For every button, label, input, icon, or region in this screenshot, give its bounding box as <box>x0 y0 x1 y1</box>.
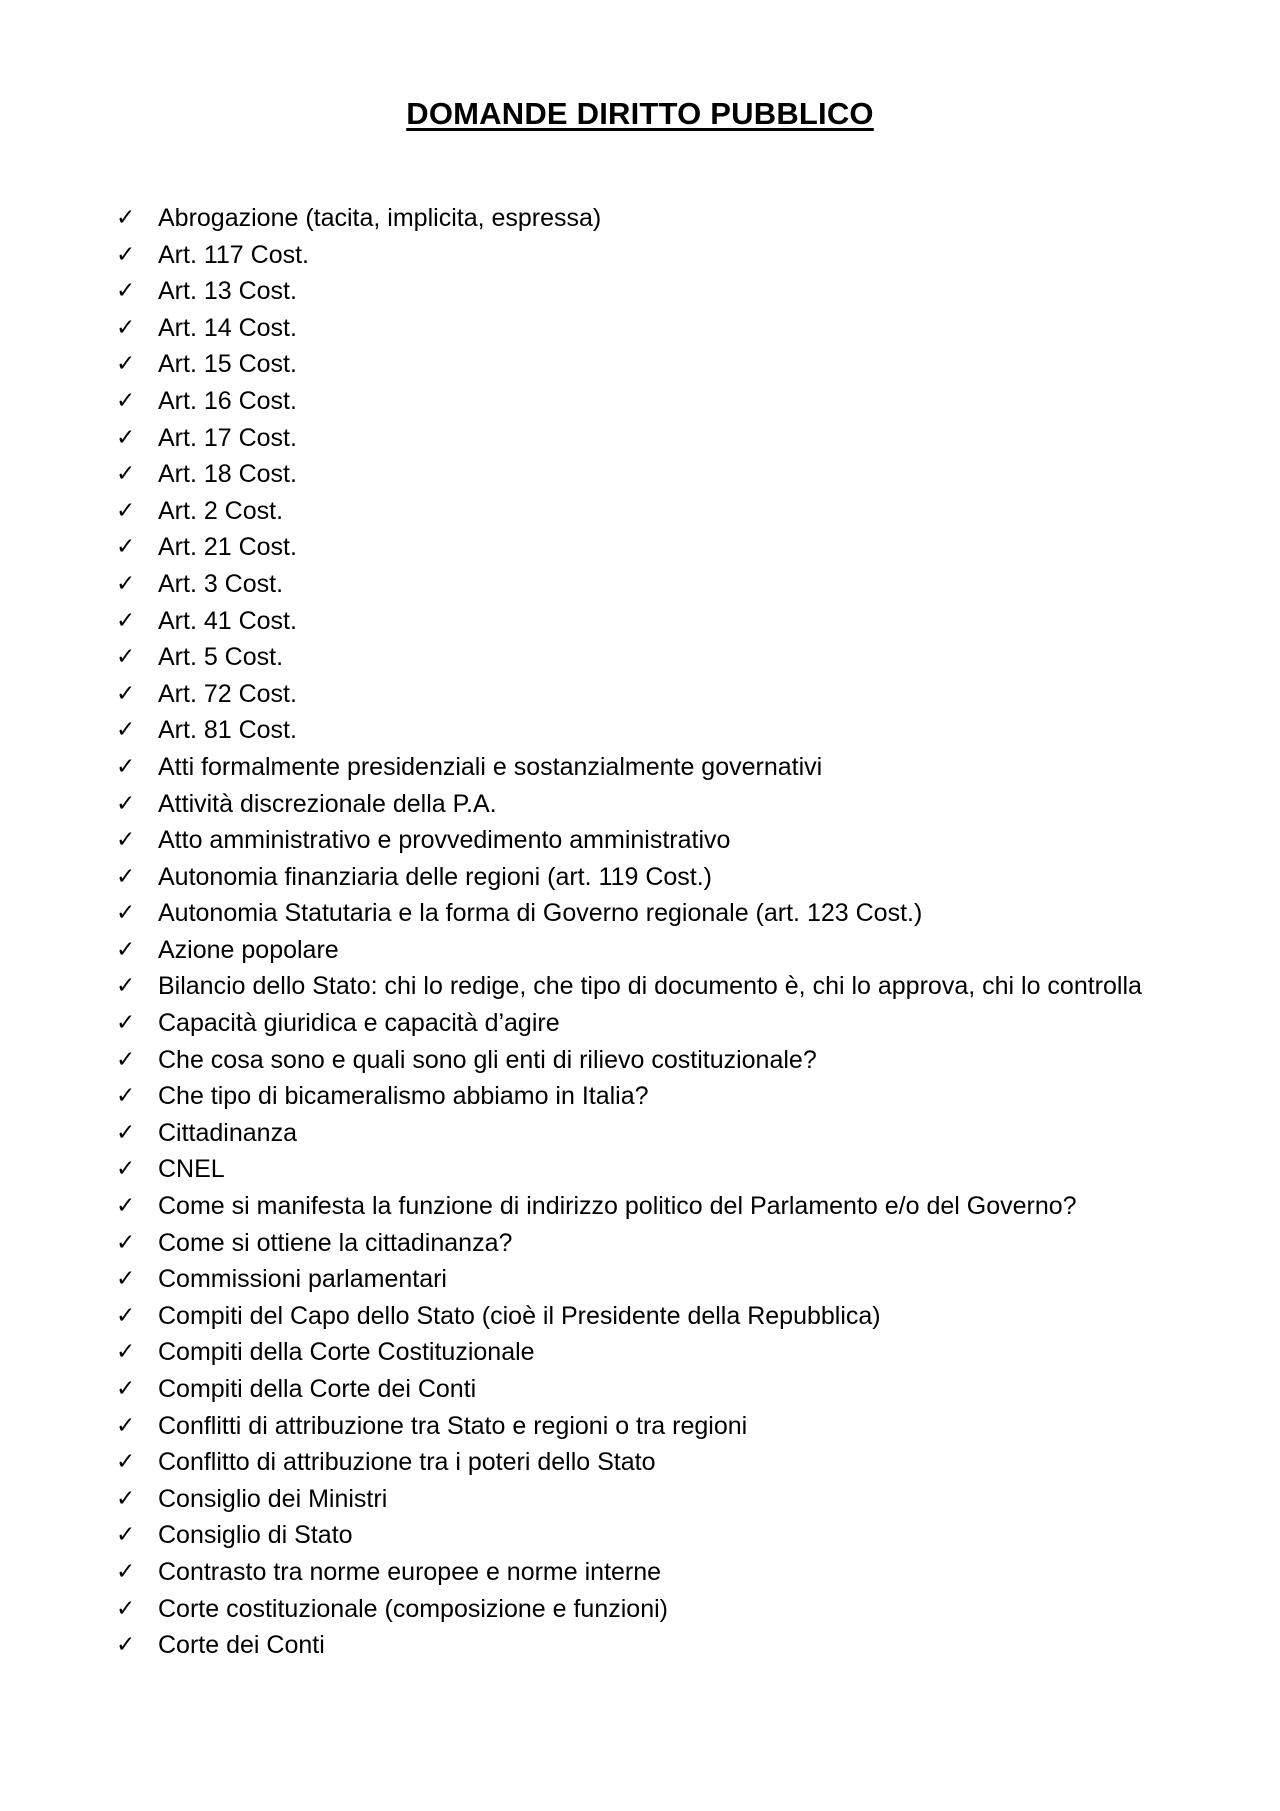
checkmark-icon: ✓ <box>116 680 136 707</box>
list-item-text: Art. 14 Cost. <box>158 313 297 342</box>
list-item-text: Compiti della Corte dei Conti <box>158 1375 477 1403</box>
list-item-text: Compiti del Capo dello Stato (cioè il Presidente della Repubblica) <box>158 1301 881 1330</box>
list-item <box>116 859 1206 896</box>
list-item <box>116 1078 1206 1115</box>
list-item-text: Che tipo di bicameralismo abbiamo in Italia? <box>158 1082 649 1111</box>
checkmark-icon: ✓ <box>116 936 136 963</box>
list-item-text: Art. 21 Cost. <box>158 533 297 562</box>
checkmark-icon: ✓ <box>116 1558 136 1585</box>
list-item <box>116 1371 1206 1408</box>
list-item <box>116 639 1206 676</box>
list-item <box>116 1408 1206 1445</box>
list-item <box>116 712 1206 749</box>
list-item-text: Cittadinanza <box>158 1118 297 1147</box>
checkmark-icon: ✓ <box>116 1632 136 1659</box>
list-item <box>116 1591 1206 1628</box>
list-item-text: Come si ottiene la cittadinanza? <box>158 1228 513 1257</box>
checkmark-icon: ✓ <box>116 607 136 634</box>
list-item <box>116 200 1206 237</box>
list-item <box>116 786 1206 823</box>
list-item <box>116 456 1206 493</box>
list-item <box>116 1517 1206 1554</box>
list-item-text: Art. 3 Cost. <box>158 569 284 598</box>
list-item <box>116 1261 1206 1298</box>
list-item-text: Commissioni parlamentari <box>158 1265 447 1294</box>
list-item-text: Consiglio dei Ministri <box>158 1484 388 1513</box>
list-item <box>116 383 1206 420</box>
list-item <box>116 1444 1206 1481</box>
checkmark-icon: ✓ <box>116 387 136 414</box>
list-item-text: Che cosa sono e quali sono gli enti di rilievo costituzionale? <box>158 1045 817 1074</box>
checkmark-icon: ✓ <box>116 863 136 890</box>
list-item-text: CNEL <box>158 1155 225 1184</box>
list-item-text: Corte costituzionale (composizione e funzioni) <box>158 1594 668 1623</box>
checkmark-icon: ✓ <box>116 314 136 341</box>
list-item <box>116 676 1206 713</box>
list-item <box>116 932 1206 969</box>
list-item <box>116 1115 1206 1152</box>
checkmark-icon: ✓ <box>116 1193 136 1220</box>
checkmark-icon: ✓ <box>116 241 136 268</box>
list-item <box>116 566 1206 603</box>
checkmark-icon: ✓ <box>116 1119 136 1146</box>
checkmark-icon: ✓ <box>116 790 136 817</box>
list-item-text: Atto amministrativo e provvedimento amministrativo <box>158 826 731 855</box>
checkmark-icon: ✓ <box>116 1010 136 1037</box>
list-item-text: Atti formalmente presidenziali e sostanzialmente governativi <box>158 752 823 781</box>
checkmark-icon: ✓ <box>116 1046 136 1073</box>
list-item <box>116 1005 1206 1042</box>
list-item-text: Conflitti di attribuzione tra Stato e regioni o tra regioni <box>158 1411 748 1440</box>
checkmark-icon: ✓ <box>116 351 136 378</box>
checkmark-icon: ✓ <box>116 900 136 927</box>
list-item-text: Abrogazione (tacita, implicita, espressa) <box>158 204 602 232</box>
list-item <box>116 1627 1206 1664</box>
list-item-text: Art. 16 Cost. <box>158 386 297 415</box>
checkmark-icon: ✓ <box>116 497 136 524</box>
list-item-text: Autonomia Statutaria e la forma di Governo regionale (art. 123 Cost.) <box>158 899 923 928</box>
checkmark-icon: ✓ <box>116 278 136 305</box>
list-item-text: Conflitto di attribuzione tra i poteri dello Stato <box>158 1448 656 1477</box>
list-item-text: Art. 2 Cost. <box>158 496 284 525</box>
checkmark-icon: ✓ <box>116 1376 136 1402</box>
list-item-text: Bilancio dello Stato: chi lo redige, che tipo di documento è, chi lo approva, chi lo controlla <box>158 972 1142 1001</box>
list-item <box>116 529 1206 566</box>
list-item-text: Come si manifesta la funzione di indirizzo politico del Parlamento e/o del Governo? <box>158 1192 1077 1221</box>
list-item <box>116 603 1206 640</box>
checkmark-icon: ✓ <box>116 534 136 561</box>
list-item-text: Azione popolare <box>158 935 339 964</box>
list-item-text: Capacità giuridica e capacità d’agire <box>158 1009 560 1038</box>
list-item <box>116 1298 1206 1335</box>
checkmark-icon: ✓ <box>116 973 136 1000</box>
list-item-text: Art. 18 Cost. <box>158 460 297 489</box>
list-item-text: Autonomia finanziaria delle regioni (art. 119 Cost.) <box>158 862 712 891</box>
list-item-text: Contrasto tra norme europee e norme interne <box>158 1557 662 1586</box>
checkmark-icon: ✓ <box>116 205 136 231</box>
checkmark-icon: ✓ <box>116 1522 136 1549</box>
list-item <box>116 1151 1206 1188</box>
checkmark-icon: ✓ <box>116 1595 136 1622</box>
checkmark-icon: ✓ <box>116 1449 136 1476</box>
list-item-text: Art. 81 Cost. <box>158 716 297 745</box>
list-item <box>116 310 1206 347</box>
list-item-text: Consiglio di Stato <box>158 1521 353 1550</box>
checkmark-icon: ✓ <box>116 424 136 451</box>
list-item <box>116 749 1206 786</box>
list-item-text: Art. 5 Cost. <box>158 643 284 672</box>
checkmark-icon: ✓ <box>116 827 136 854</box>
list-item <box>116 493 1206 530</box>
checkmark-icon: ✓ <box>116 1083 136 1110</box>
checkmark-icon: ✓ <box>116 1302 136 1329</box>
checkmark-icon: ✓ <box>116 717 136 744</box>
list-item-text: Art. 15 Cost. <box>158 350 297 379</box>
list-item <box>116 1334 1206 1371</box>
list-item-text: Attività discrezionale della P.A. <box>158 789 497 818</box>
list-item <box>116 1225 1206 1262</box>
checkmark-icon: ✓ <box>116 644 136 671</box>
list-item <box>116 273 1206 310</box>
checkmark-icon: ✓ <box>116 570 136 597</box>
list-item <box>116 895 1206 932</box>
list-item <box>116 237 1206 274</box>
list-item <box>116 822 1206 859</box>
checkmark-icon: ✓ <box>116 1339 136 1366</box>
checkmark-icon: ✓ <box>116 753 136 780</box>
checkmark-icon: ✓ <box>116 1485 136 1512</box>
list-item-text: Compiti della Corte Costituzionale <box>158 1338 535 1367</box>
list-item-text: Art. 13 Cost. <box>158 277 297 306</box>
page-title: DOMANDE DIRITTO PUBBLICO <box>406 96 874 131</box>
checkmark-icon: ✓ <box>116 1266 136 1293</box>
list-item <box>116 346 1206 383</box>
list-item <box>116 1188 1206 1225</box>
list-item <box>116 1042 1206 1079</box>
question-list <box>116 200 1206 1664</box>
list-item-text: Corte dei Conti <box>158 1631 325 1660</box>
checkmark-icon: ✓ <box>116 1156 136 1183</box>
list-item-text: Art. 17 Cost. <box>158 423 297 452</box>
list-item <box>116 1481 1206 1518</box>
checkmark-icon: ✓ <box>116 1229 136 1256</box>
list-item-text: Art. 41 Cost. <box>158 606 297 635</box>
list-item <box>116 1554 1206 1591</box>
checkmark-icon: ✓ <box>116 461 136 488</box>
checkmark-icon: ✓ <box>116 1412 136 1439</box>
list-item <box>116 420 1206 457</box>
list-item-text: Art. 72 Cost. <box>158 679 297 708</box>
list-item-text: Art. 117 Cost. <box>158 240 309 269</box>
list-item <box>116 968 1206 1005</box>
